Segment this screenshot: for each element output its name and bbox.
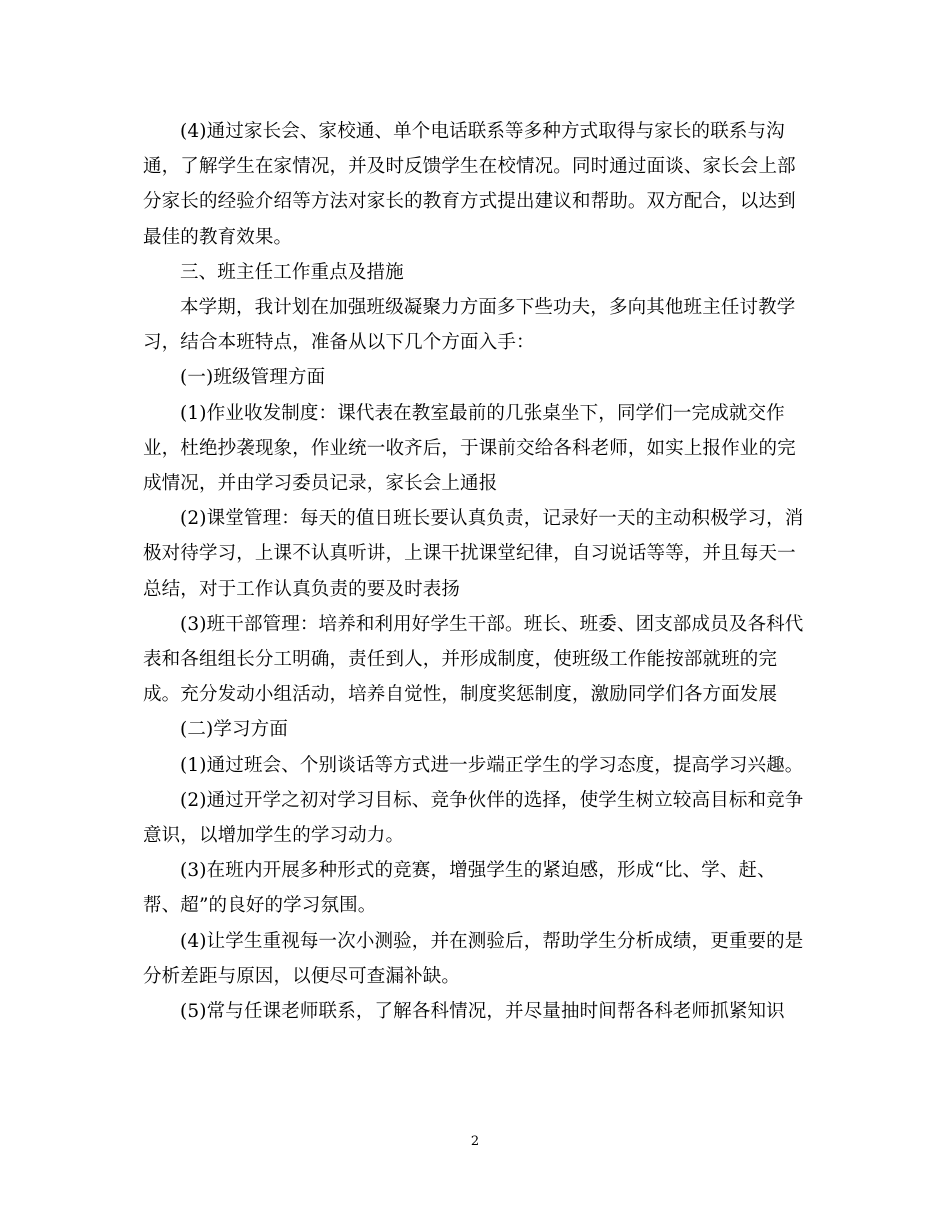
paragraph-study-goals: (2)通过开学之初对学习目标、竞争伙伴的选择，使学生树立较高目标和竞争意识，以增加学生的学习动力。 [143, 789, 804, 847]
subheading-class-management: (一)班级管理方面 [180, 367, 326, 389]
paragraph-semester-plan: 本学期，我计划在加强班级凝聚力方面多下些功夫，多向其他班主任讨教学习，结合本班特点，准备从以下几个方面入手： [143, 297, 796, 354]
subheading-study: (二)学习方面 [180, 719, 288, 741]
paragraph-teacher-contact: (5)常与任课老师联系，了解各科情况，并尽量抽时间帮各科老师抓紧知识 [180, 1001, 785, 1023]
paragraph-quiz-analysis: (4)让学生重视每一次小测验，并在测验后，帮助学生分析成绩，更重要的是分析差距与原因，以便尽可查漏补缺。 [143, 930, 804, 987]
paragraph-parent-communication: (4)通过家长会、家校通、单个电话联系等多种方式取得与家长的联系与沟通，了解学生在家情况，并及时反馈学生在校情况。同时通过面谈、家长会上部分家长的经验介绍等方法对家长的教育方式提出建议和帮助。双方配合，以达到最佳的教育效果。 [143, 121, 796, 248]
page-number: 2 [470, 1134, 480, 1149]
section-heading-class-teacher-priorities: 三、班主任工作重点及措施 [180, 261, 404, 283]
paragraph-class-cadre-management: (3)班干部管理：培养和利用好学生干部。班长、班委、团支部成员及各科代表和各组组长分工明确，责任到人，并形成制度，使班级工作能按部就班的完成。充分发动小组活动，培养自觉性，制度奖惩制度，激励同学们各方面发展 [143, 613, 804, 706]
paragraph-classroom-management: (2)课堂管理：每天的值日班长要认真负责，记录好一天的主动积极学习，消极对待学习，上课不认真听讲，上课干扰课堂纪律，自习说话等等，并且每天一总结，对于工作认真负责的要及时表扬 [143, 508, 804, 600]
paragraph-homework-system: (1)作业收发制度：课代表在教室最前的几张桌坐下，同学们一完成就交作业，杜绝抄袭现象，作业统一收齐后，于课前交给各科老师，如实上报作业的完成情况，并由学习委员记录，家长会上通报 [143, 402, 796, 495]
document-body [143, 114, 811, 1029]
paragraph-competitions: (3)在班内开展多种形式的竞赛，增强学生的紧迫感，形成“比、学、赶、帮、超”的良好的学习氛围。 [143, 860, 776, 917]
paragraph-study-attitude: (1)通过班会、个别谈话等方式进一步端正学生的学习态度，提高学习兴趣。 [180, 754, 804, 776]
